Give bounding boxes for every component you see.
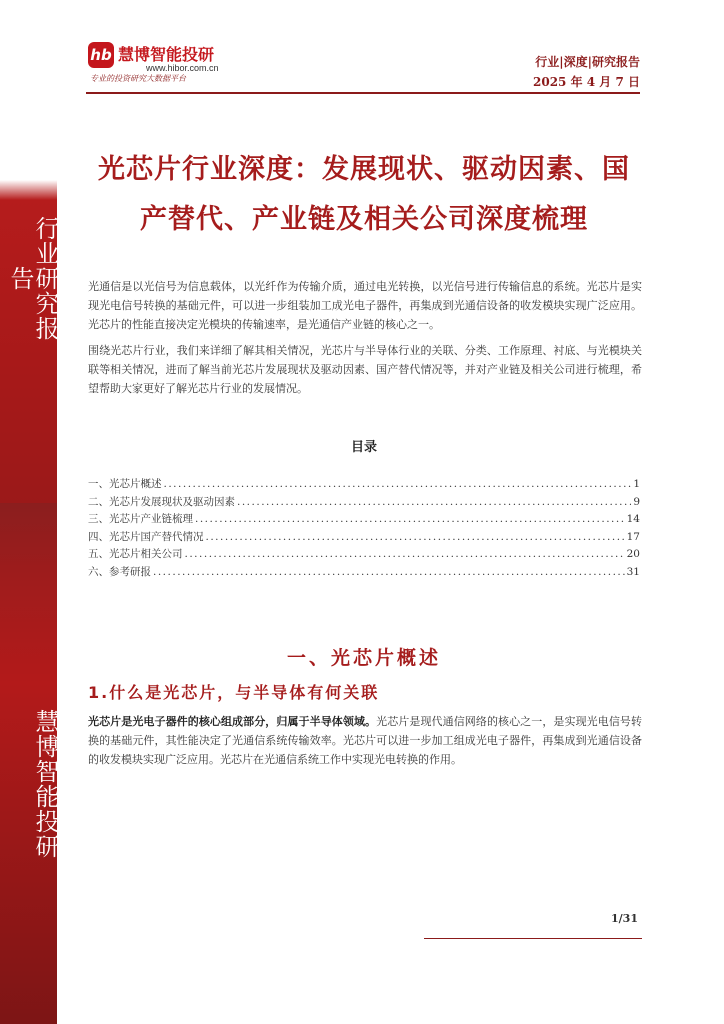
page-number: 1/31 [611, 912, 638, 925]
logo-slogan: 专业的投资研究大数据平台 [90, 74, 186, 83]
toc-leader [237, 494, 631, 512]
document-title [88, 145, 640, 245]
toc-leader [195, 511, 625, 529]
toc-leader [206, 529, 625, 547]
toc-item[interactable] [88, 494, 640, 512]
sidebar-label-brand: 慧博智能投研 [31, 709, 59, 859]
toc-item-page: 9 [633, 495, 640, 508]
lead-sentence: 光芯片是光电子器件的核心组成部分，归属于半导体领域。 [88, 715, 377, 728]
section-title: 一、光芯片概述 [286, 647, 441, 669]
body-text: 光芯片是现代通信网络的核心之一，是实现光电信号转换的基础元件，其性能决定了光通信系统传输效率。光芯片可以进一步加工组成光电子器件，再集成到光通信设备的收发模块实现广泛应用。光芯片在光通信系统工作中实现光电转换的作用。 [88, 715, 643, 766]
table-of-contents [88, 476, 640, 581]
toc-leader [164, 476, 632, 494]
brand-logo [88, 42, 248, 84]
toc-item[interactable] [88, 546, 640, 564]
toc-item[interactable] [88, 476, 640, 494]
logo-name: 慧博智能投研 [118, 45, 215, 64]
sidebar [0, 0, 57, 1024]
sidebar-label-report: 行业研究报告 [6, 215, 59, 341]
intro-paragraph-1: 光通信是以光信号为信息载体，以光纤作为传输介质，通过电光转换，以光信号进行传输信息的系统。光芯片是实现光电信号转换的基础元件，可以进一步组装加工成光电子器件，再集成到光通信设备的收发模块实现广泛应用。光芯片的性能直接决定光模块的传输速率，是光通信产业链的核心之一。 [88, 280, 642, 331]
toc-leader [185, 546, 625, 564]
report-date: 2025 年 4 月 7 日 [533, 75, 640, 89]
toc-item-label: 一、光芯片概述 [88, 478, 162, 490]
logo-mark: hb [88, 42, 114, 68]
report-type: 行业|深度|研究报告 [535, 55, 640, 69]
toc-item-label: 四、光芯片国产替代情况 [88, 530, 204, 543]
toc-item[interactable] [88, 511, 640, 529]
title-line-1: 光芯片行业深度：发展现状、驱动因素、国 [98, 154, 630, 185]
toc-item-page: 31 [626, 565, 640, 578]
toc-item-page: 1 [633, 478, 640, 490]
toc-item-label: 六、参考研报 [88, 565, 151, 578]
section-paragraph [88, 712, 642, 769]
footer-divider [424, 938, 642, 939]
toc-item[interactable] [88, 529, 640, 547]
toc-item[interactable] [88, 564, 640, 582]
toc-item-label: 五、光芯片相关公司 [88, 548, 183, 560]
toc-title: 目录 [350, 440, 377, 455]
toc-item-label: 二、光芯片发展现状及驱动因素 [88, 495, 235, 508]
intro-paragraph-2: 围绕光芯片行业，我们来详细了解其相关情况，光芯片与半导体行业的关联、分类、工作原理、衬底、与光模块关联等相关情况，进而了解当前光芯片发展现状及驱动因素、国产替代情况等，并对产业链及相关公司进行梳理，希望帮助大家更好了解光芯片行业的发展情况。 [88, 344, 642, 395]
header-divider [86, 92, 640, 94]
toc-item-page: 17 [626, 530, 640, 543]
title-line-2: 产替代、产业链及相关公司深度梳理 [140, 204, 588, 235]
header-meta [533, 52, 640, 92]
toc-item-page: 20 [626, 548, 640, 560]
toc-item-label: 三、光芯片产业链梳理 [88, 513, 193, 525]
toc-leader [153, 564, 625, 582]
subsection-title: 1.什么是光芯片，与半导体有何关联 [88, 683, 380, 702]
logo-url: www.hibor.com.cn [146, 63, 219, 73]
toc-item-page: 14 [626, 513, 640, 525]
